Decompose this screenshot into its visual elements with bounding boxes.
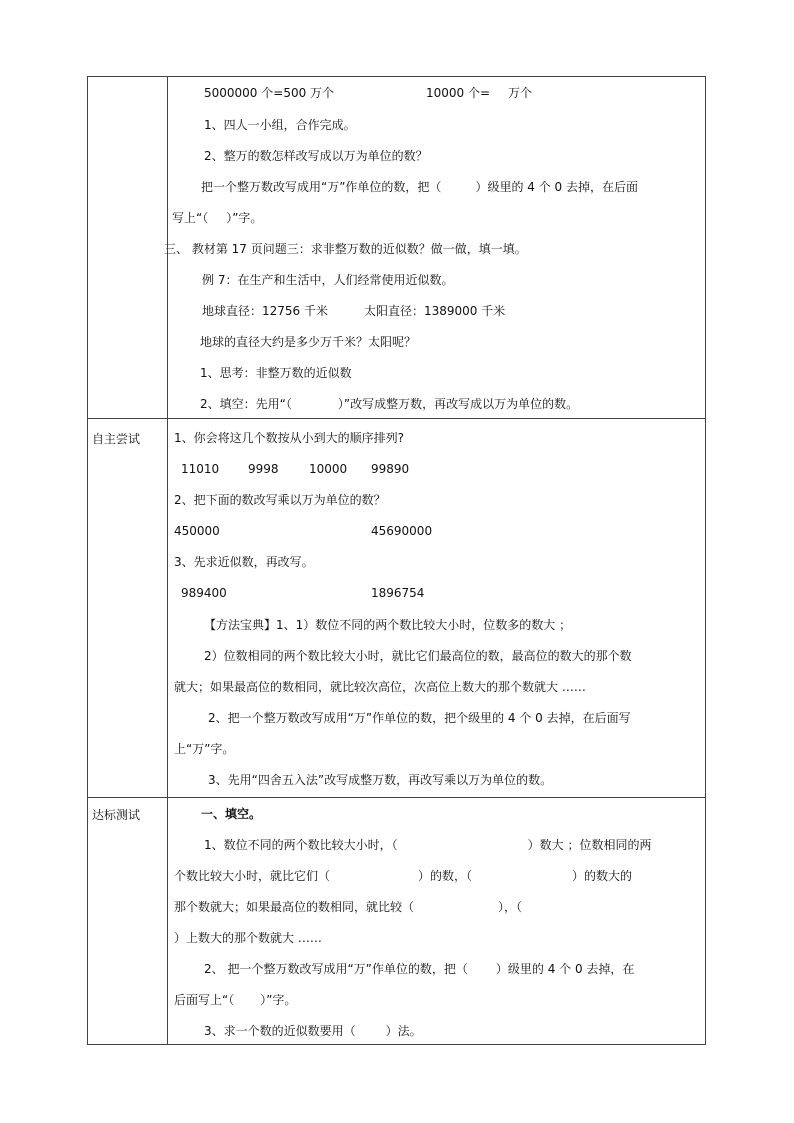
- test-line-4: ）上数大的那个数就大 ……: [174, 931, 322, 945]
- test-line-1: [204, 837, 651, 853]
- row-divider-1: [88, 418, 705, 419]
- test-line-5-a: 2、 把一个整万数改写成用“万”作单位的数，把（: [204, 962, 468, 976]
- earth-diameter: 地球直径：12756 千米: [202, 304, 328, 318]
- method-line-5: 上“万”字。: [174, 742, 235, 756]
- question-2: 2、把下面的数改写乘以万为单位的数？: [174, 493, 386, 507]
- section-label-target-test: 达标测试: [92, 808, 141, 822]
- test-line-6: [174, 992, 296, 1008]
- test-line-7: [204, 1023, 422, 1039]
- number-2: 9998: [248, 462, 279, 476]
- number-1896754: 1896754: [371, 586, 425, 600]
- fill-in-heading: 一、填空。: [201, 807, 262, 821]
- test-line-7-a: 3、求一个数的近似数要用（: [204, 1024, 356, 1038]
- number-4: 99890: [371, 462, 410, 476]
- number-989400: 989400: [181, 586, 227, 600]
- number-3: 10000: [309, 462, 348, 476]
- number-450000: 450000: [174, 524, 220, 538]
- test-line-2: [174, 868, 632, 884]
- rule-text-a: 把一个整万数改写成用“万”作单位的数，把（: [201, 180, 442, 194]
- think-step: 1、思考：非整万数的近似数: [200, 366, 352, 380]
- method-line-2: 2）位数相同的两个数比较大小时，就比它们最高位的数，最高位的数大的那个数: [204, 649, 632, 663]
- fill-step-a: 2、填空：先用“（: [200, 397, 292, 411]
- method-line-1: 【方法宝典】1、1）数位不同的两个数比较大小时，位数多的数大 ；: [204, 618, 572, 632]
- method-line-4: 2、把一个整万数改写成用“万”作单位的数，把个级里的 4 个 0 去掉，在后面写: [208, 711, 631, 725]
- test-line-2-a: 个数比较大小时，就比它们（: [174, 869, 331, 883]
- test-line-6-b: ）”字。: [260, 993, 297, 1007]
- equation-2-right: 万个: [508, 86, 533, 100]
- question-3: 3、先求近似数，再改写。: [174, 555, 314, 569]
- test-line-6-a: 后面写上“（: [174, 993, 235, 1007]
- test-line-5: [204, 961, 634, 977]
- method-line-3: 就大；如果最高位的数相同，就比较次高位，次高位上数大的那个数就大 ……: [174, 680, 586, 694]
- rule-paragraph-line-1: [201, 179, 638, 195]
- heading-part-3: 三、 教材第 17 页问题三：求非整万数的近似数？做一做，填一填。: [164, 242, 527, 256]
- equation-2-left: 10000 个=: [426, 86, 491, 100]
- number-45690000: 45690000: [371, 524, 433, 538]
- step-1: 1、四人一小组，合作完成。: [204, 118, 356, 132]
- row-divider-2: [88, 797, 705, 798]
- fill-step: [200, 396, 578, 412]
- rule-text-d: ）”字。: [226, 211, 263, 225]
- test-line-3: [174, 899, 522, 915]
- equation-1: 5000000 个=500 万个: [204, 86, 335, 100]
- test-line-1-b: ）数大 ；位数相同的两: [527, 838, 652, 852]
- method-line-6: 3、先用“四舍五入法”改写成整万数，再改写乘以万为单位的数。: [208, 773, 553, 787]
- test-line-3-a: 那个数就大；如果最高位的数相同，就比较（: [174, 900, 415, 914]
- rule-text-b: ）级里的 4 个 0 去掉，在后面: [475, 180, 638, 194]
- rule-text-c: 写上“（: [172, 211, 209, 225]
- fill-step-b: ）”改写成整万数，再改写成以万为单位的数。: [337, 397, 579, 411]
- sun-diameter: 太阳直径：1389000 千米: [364, 304, 506, 318]
- column-divider: [167, 77, 168, 1044]
- example-7: 例 7：在生产和生活中，人们经常使用近似数。: [202, 273, 454, 287]
- rule-paragraph-line-2: [172, 210, 262, 226]
- number-1: 11010: [181, 462, 220, 476]
- lesson-table: [87, 76, 706, 1045]
- question-1: 1、你会将这几个数按从小到大的顺序排列?: [174, 431, 405, 445]
- test-line-5-b: ）级里的 4 个 0 去掉，在: [495, 962, 635, 976]
- step-2: 2、整万的数怎样改写成以万为单位的数？: [204, 149, 428, 163]
- section-label-self-try: 自主尝试: [92, 432, 141, 446]
- test-line-2-c: ）的数大的: [572, 869, 633, 883]
- test-line-7-b: ）法。: [385, 1024, 422, 1038]
- test-line-3-b: ），（: [498, 900, 523, 914]
- diameter-question: 地球的直径大约是多少万千米？太阳呢？: [200, 335, 417, 349]
- test-line-2-b: ）的数，（: [418, 869, 473, 883]
- test-line-1-a: 1、数位不同的两个数比较大小时，（: [204, 838, 398, 852]
